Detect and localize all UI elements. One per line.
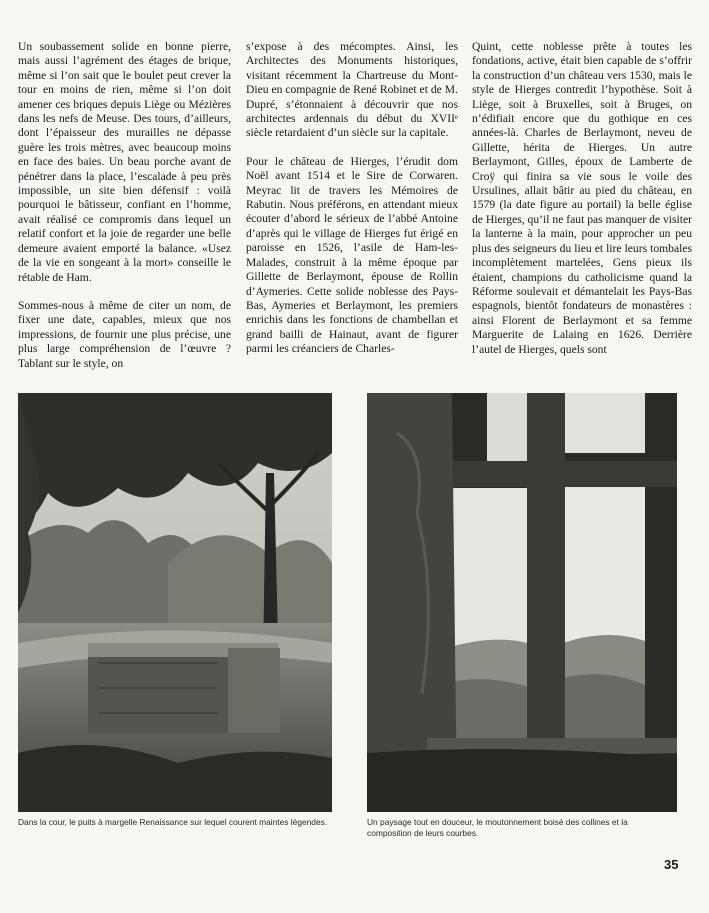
paragraph: Quint, cette noblesse prête à toutes les fondations, active, était bien capable de s’offrir la construction d’un château vers 1530, mais le style de Hierges contredit l’hypothèse. Soit à Liège, soit à Bruxelles, soit à Bruges, on n’édifiait encore que du gothique en ces années-là. Charles de Berlaymont, neveu de Gillette, hérita de Hierges. Un autre Berlaymont, Gilles, époux de Lamberte de Croÿ qui finira sa vie sous le voile des Ursulines, allait bâtir au pied du château, en 1579 (la date figure au portail) la belle église de Hierges, qu’il ne faut pas manquer de visiter la lanterne à la main, pour approcher un peu plus des seigneurs du lieu et lire leurs tombales incomplètement martelées, Gens pieux ils étaient, champions du catholicisme quand la Réforme soulevait et démantelait les Pays-Bas espagnols, bientôt fondateurs de monastères : ainsi Florent de Berlaymont et sa femme Marguerite de Lalaing en 1626. Derrière l’autel de Hierges, quels sont xyxy=(472,40,692,356)
text-column-3 xyxy=(472,40,692,371)
photo-caption-left: Dans la cour, le puits à margelle Renaissance sur lequel courent maintes légendes. xyxy=(18,817,328,827)
paragraph: s’expose à des mécomptes. Ainsi, les Architectes des Monuments historiques, visitant récemment la Chartreuse du Mont-Dieu en compagnie de René Robinet et de M. Dupré, s’étonnaient à découvrir que nos architectes ardennais du début du XVIIᵉ siècle retardaient d’un siècle sur la capitale. xyxy=(246,40,458,140)
text-column-2 xyxy=(246,40,458,371)
paragraph: Sommes-nous à même de citer un nom, de fixer une date, capables, mieux que nos impressions, de fournir une plus précise, une plus large compréhension de l’œuvre ? Tablant sur le style, on xyxy=(18,298,231,370)
photo-caption-right: Un paysage tout en douceur, le moutonnement boisé des collines et la composition de leurs courbes. xyxy=(367,817,628,838)
page-number: 35 xyxy=(664,857,679,872)
paragraph: Un soubassement solide en bonne pierre, mais aussi l’agrément des étages de brique, même si l’on sait que le boulet peut crever la tour en moins de rien, même si l’on doit amener ces briques depuis Liège ou Mézières dans les nefs de Meuse. Des tours, d’ailleurs, dont l’épaisseur des murailles ne dépasse guère les trois mètres, avec beaucoup moins en face des baies. Un beau porche avant de pénétrer dans la place, l’escalade à peu près impossible, un site bien défensif : voilà pourquoi le bâtisseur, confiant en l’homme, avait réalisé ce compromis dans lequel un relatif confort et la joie de regarder une belle demeure avaient emporté la balance. «Usez de la vie en songeant à la mort» conseille le rétable de Ham. xyxy=(18,40,231,284)
well-courtyard-photo xyxy=(18,393,332,812)
paragraph: Pour le château de Hierges, l’érudit dom Noël avant 1514 et le Sire de Corwaren. Meyrac lit de travers les Mémoires de Rabutin. Nous préférons, en attendant mieux écouter d’abord le sérieux de l’abbé Antoine d’après qui le village de Hierges fut érigé en paroisse en 1526, l’asile de Ham-les-Malades, construit à la même époque par Gillette de Berlaymont, épouse de Rollin d’Aymeries. Cette solide noblesse des Pays-Bas, Aymeries et Berlaymont, les premiers enrichis dans les fonctions de chambellan et grand bailli de Hainaut, avant de figurer parmi les créanciers de Charles- xyxy=(246,154,458,356)
text-column-1 xyxy=(18,40,231,385)
window-landscape-photo xyxy=(367,393,677,812)
